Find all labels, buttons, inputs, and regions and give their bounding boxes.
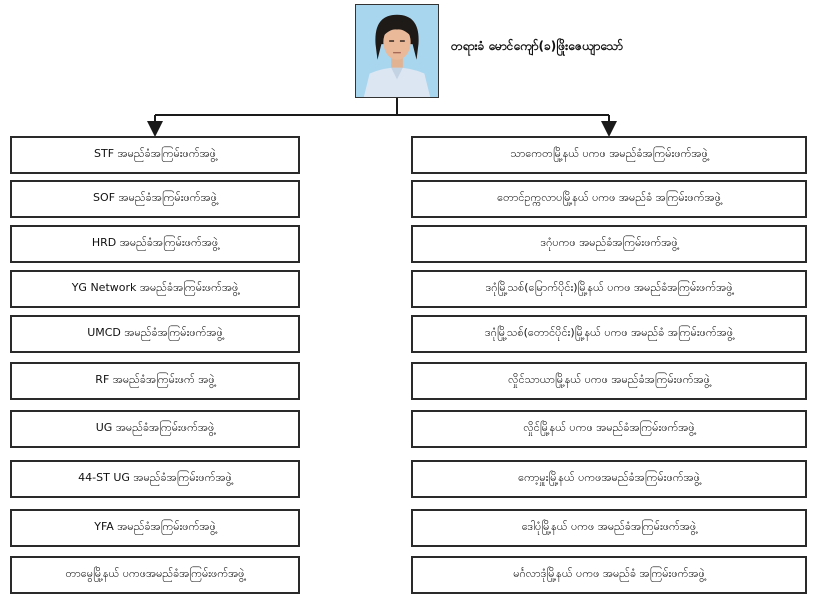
right-unit-box-4	[411, 270, 807, 308]
right-unit-label: ကော့မှူးမြို့နယ် ပကဖအမည်ခံအကြမ်းဖက်အဖွဲ့	[518, 471, 700, 484]
left-unit-box-3	[10, 225, 300, 263]
left-unit-box-8	[10, 460, 300, 498]
right-unit-label: လှိုင်သာယာမြို့နယ် ပကဖ အမည်ခံအကြမ်းဖက်အဖွဲ့	[508, 373, 710, 386]
leader-photo	[355, 4, 439, 98]
right-unit-label: သာကေတမြို့နယ် ပကဖ အမည်ခံအကြမ်းဖက်အဖွဲ့	[510, 147, 708, 160]
left-unit-label: 44-ST UG အမည်ခံအကြမ်းဖက်အဖွဲ့	[78, 471, 232, 484]
right-unit-box-1	[411, 136, 807, 174]
right-unit-label: ဒဂုံမြို့သစ်(တောင်ပိုင်း)မြို့နယ် ပကဖ အမည်ခံ အကြမ်းဖက်အဖွဲ့	[484, 326, 734, 339]
right-unit-box-8	[411, 460, 807, 498]
right-unit-label: ဒဂုံပကဖ အမည်ခံအကြမ်းဖက်အဖွဲ့	[540, 236, 678, 249]
left-unit-label: YFA အမည်ခံအကြမ်းဖက်အဖွဲ့	[94, 520, 216, 533]
right-unit-box-9	[411, 509, 807, 547]
left-unit-label: STF အမည်ခံအကြမ်းဖက်အဖွဲ့	[94, 147, 216, 160]
leader-name: တရားခံ မောင်ကျော်(ခ)ဖြိုးဇေယျာသော်	[451, 39, 623, 53]
right-unit-label: ဒဂုံမြို့သစ်(မြောက်ပိုင်း)မြို့နယ် ပကဖ အမည်ခံအကြမ်းဖက်အဖွဲ့	[485, 281, 733, 294]
left-unit-label: RF အမည်ခံအကြမ်းဖက် အဖွဲ့	[95, 373, 215, 386]
right-unit-box-3	[411, 225, 807, 263]
right-unit-box-6	[411, 362, 807, 400]
left-unit-box-2	[10, 180, 300, 218]
left-unit-label: HRD အမည်ခံအကြမ်းဖက်အဖွဲ့	[91, 236, 219, 249]
left-unit-box-4	[10, 270, 300, 308]
right-unit-box-7	[411, 410, 807, 448]
right-unit-box-10	[411, 556, 807, 594]
left-unit-label: SOF အမည်ခံအကြမ်းဖက်အဖွဲ့	[93, 191, 217, 204]
left-unit-label: UMCD အမည်ခံအကြမ်းဖက်အဖွဲ့	[87, 326, 223, 339]
person-portrait-icon	[356, 5, 438, 97]
right-unit-label: လှိုင်မြို့နယ် ပကဖ အမည်ခံအကြမ်းဖက်အဖွဲ့	[523, 421, 695, 434]
left-unit-box-7	[10, 410, 300, 448]
left-unit-box-1	[10, 136, 300, 174]
left-unit-box-5	[10, 315, 300, 353]
right-unit-box-2	[411, 180, 807, 218]
left-unit-box-6	[10, 362, 300, 400]
left-unit-label: YG Network အမည်ခံအကြမ်းဖက်အဖွဲ့	[71, 281, 239, 294]
right-unit-box-5	[411, 315, 807, 353]
left-unit-box-9	[10, 509, 300, 547]
right-unit-label: မင်္ဂလာဒုံမြို့နယ် ပကဖ အမည်ခံ အကြမ်းဖက်အဖွဲ့	[513, 567, 705, 580]
left-unit-box-10	[10, 556, 300, 594]
right-unit-label: တောင်ဥက္ကလာပမြို့နယ် ပကဖ အမည်ခံ အကြမ်းဖက်အဖွဲ့	[497, 191, 721, 204]
right-unit-label: ဒေါပုံမြို့နယ် ပကဖ အမည်ခံအကြမ်းဖက်အဖွဲ့	[521, 520, 697, 533]
left-unit-label: UG အမည်ခံအကြမ်းဖက်အဖွဲ့	[95, 421, 215, 434]
left-unit-label: တာမွေမြို့နယ် ပကဖအမည်ခံအကြမ်းဖက်အဖွဲ့	[65, 567, 245, 580]
